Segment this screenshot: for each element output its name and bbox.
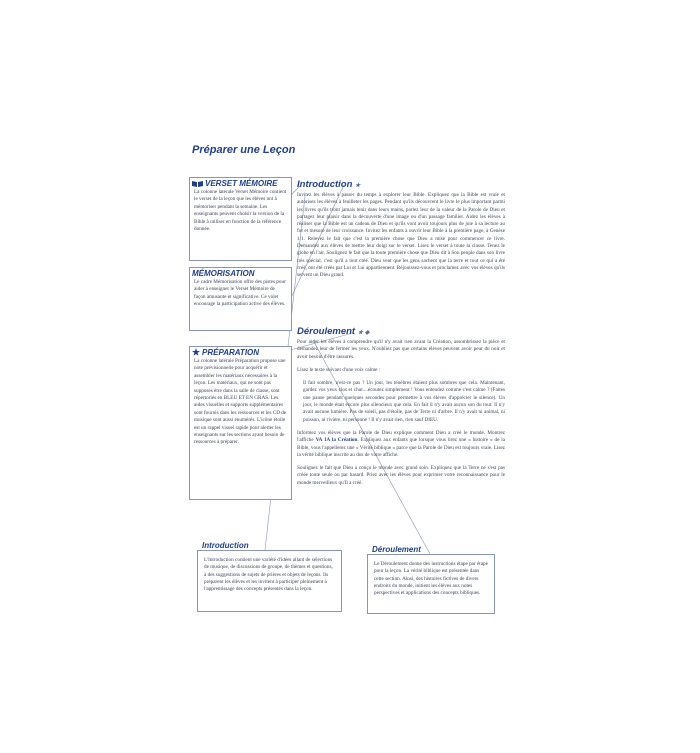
memorisation-box <box>189 267 292 331</box>
preparation-heading-text: PRÉPARATION <box>202 348 260 357</box>
introduction-note <box>197 541 342 612</box>
memorisation-body: Le cadre Mémorisation offre des pistes pour aider à enseigner le Verset Mémoire de façon amusante et significative. Ce volet encourage la participation active des élèves. <box>194 279 286 308</box>
memorisation-heading: MÉMORISATION <box>192 269 255 278</box>
deroulement-paragraph-3 <box>297 430 505 459</box>
deroulement-paragraph-4: Soulignez le fait que Dieu a conçu le monde avec grand soin. Expliquez que la Terre ne s'est pas créée toute seule ou par hasard. Priez avec les élèves pour exprimer votre reconnaissance pour le monde merveilleux qu'Il a créé. <box>297 465 505 486</box>
deroulement-heading-text: Déroulement <box>297 326 356 337</box>
verset-memoire-heading <box>190 178 291 189</box>
deroulement-p3-ref: VA 1A la Création <box>315 437 358 444</box>
deroulement-note-heading: Déroulement <box>372 545 421 554</box>
deroulement-p3-before: Informez vos élèves que la Parole de Dieu explique comment Dieu a créé le monde. Montrez l'affiche <box>297 429 505 444</box>
introduction-body: Invitez les élèves à passer du temps à explorer leur Bible. Expliquez que la Bible est vraie et autorisez les élèves à feuilleter les pages. Pendant qu'ils découvrent le livre le plus important parmi les livres qu'ils tront jamais tenir dans leurs mains, parlez leur de la valeur de la Parole de Dieu et partagez leur plaisir dans la découverte d'une image ou d'un passage familier. Aidez les élèves à réaliser que la Bible est un cadeau de Dieu et qu'ils vont avoir toujours plus de joie à sa lecture au fur et mesure de leur croissance. Invitez les enfants à ouvrir leur Bible à la première page, à Genèse 1:1. Relevez le fait que c'est la première chose que Dieu a mise pour commencer ce livre. Demandez aux élèves de mettre leur doigt sur le verset. Lisez le verset à toute la classe. Tenez le globe en l'air. Soulignez le fait que la toute première chose que Dieu dit à Son peuple dans son livre très spécial, c'est qu'il a tout créé. Dieu veut que les gens sachent que la terre et tout ce qui a été créé, ont été créés par Lui et Lui appartiennent. Réjouissez-vous et proclamez avec vos élèves qu'ils servent un Dieu grand. <box>297 192 505 279</box>
deroulement-quote: Il fait sombre, n'est-ce pas ? Un jour, les ténèbres étaient plus sombres que cela. Maintenant, gardez vos yeux clos et chut....écoutez simplement ! Vous entendez comme c'est calme ? (Faites une pause pendant quelques secondes pour permettre à vos élèves d'apprécier le silence). Un jour, le monde était encore plus silencieux que cela. En fait il n'y avait aucun son du tout. Il n'y avait aucune lumière. Pas de soleil, pas d'étoile, pas de Terre ni d'arbre. Il n'y avait ni animal, ni poisson, ni rivière, ni personne ! Il n'y avait rien, rien sauf DIEU. <box>303 380 505 423</box>
deroulement-marks-icon: ★ ◆ <box>357 330 370 336</box>
verset-memoire-box <box>189 177 292 261</box>
introduction-heading <box>297 179 360 190</box>
star-icon <box>192 348 200 356</box>
introduction-note-heading: Introduction <box>202 541 249 550</box>
deroulement-paragraph-1: Pour aider les élèves à comprendre qu'il n'y avait rien avant la Création, assombrissez la pièce et demandez leur de fermer les yeux. N'oubliez pas que certains élèves peuvent avoir peur du noir et avoir besoin d'être rassurés. <box>297 339 505 360</box>
introduction-heading-text: Introduction <box>297 179 353 190</box>
book-icon <box>192 180 203 187</box>
preparation-heading <box>190 347 291 358</box>
deroulement-heading <box>297 326 369 337</box>
deroulement-paragraph-2: Lisez le texte suivant d'une voix calme : <box>297 366 381 373</box>
preparation-box <box>189 346 292 500</box>
verset-memoire-body: La colonne latérale Verset Mémoire contient le verset de la leçon que les élèves ont à mémoriser pendant la semaine. Les enseignants peuvent choisir la version de la Bible à utiliser en fonction de la référence donnée. <box>194 189 287 233</box>
preparation-body: La colonne latérale Préparation propose une note prévisionnelle pour acquérir et assembler les matériaux nécessaires à la leçon. Les matériaux, qui ne sont pas supposés être dans la salle de classe, sont répertoriés en BLEU ET EN GRAS. Les aides visuelles et supports supplémentaires sont fournis dans les ressources et les CD de musique sont aussi énumérés. L'icône étoile est un rappel visuel rapide pour alerter les enseignants sur les sections ayant besoin de ressources à préparer. <box>194 358 287 446</box>
introduction-star-icon: ★ <box>355 183 361 189</box>
deroulement-note-body: Le Déroulement donne des instructions étape par étape pour la leçon. La vérité biblique est présentée dans cette section. Ainsi, des histoires fictives de divers endroits du monde, initient les élèves aux notes perspectives et applications des concepts bibliques. <box>374 561 488 597</box>
page-title: Préparer une Leçon <box>192 144 296 156</box>
deroulement-note <box>367 545 495 614</box>
deroulement-p3-after: . Expliquez aux enfants que lorsque vous lirez une « histoire » de la Bible, vous l'appellerez une « Vérité biblique » parce que la Parole de Dieu est toujours vraie. Lisez la vérité biblique inscrite au dos de votre affiche. <box>297 437 506 458</box>
introduction-note-body: L'Introduction contient une variété d'idées allant de sélections de musique, de discussions de groupe, de thèmes et questions, à des suggestions de sujets de prières et objets de leçons. Ils préparent les élèves et les invitent à participer pleinement à l'apprentissage des concepts présentés dans la leçon. <box>204 557 333 593</box>
verset-memoire-heading-text: VERSET MÉMOIRE <box>205 179 278 188</box>
deroulement-body <box>297 339 505 493</box>
